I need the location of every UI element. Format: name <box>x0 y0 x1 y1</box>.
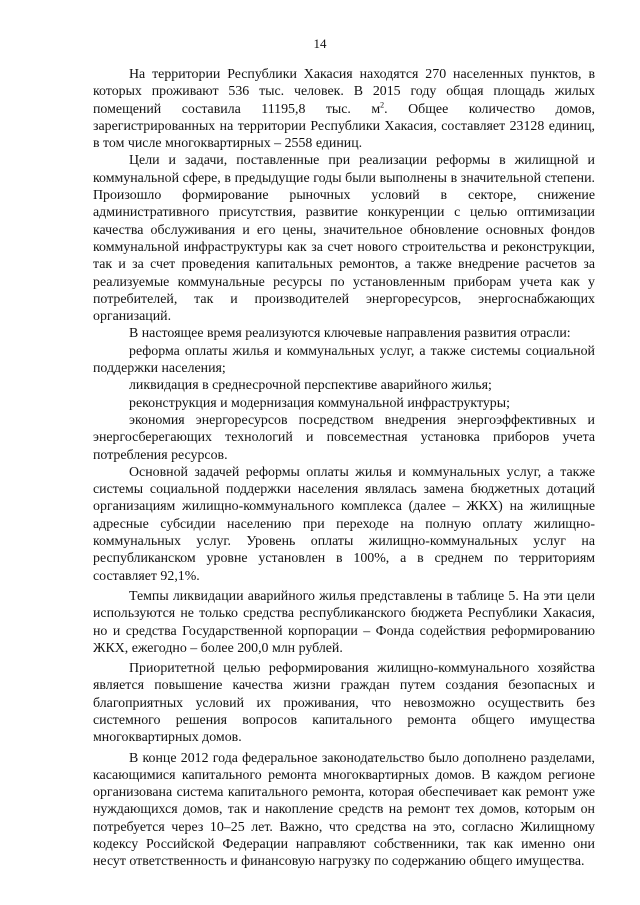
paragraph-capital-repair: В конце 2012 года федеральное законодательство было дополнено разделами, касающимися капитального ремонта многоквартирных домов. В каждом регионе организована система капитального ремонта, которая обеспечивает как ремонт уже нуждающихся домов, так и накопление средств на ремонт тех домов, которым он потребуется через 10–25 лет. Важно, что средства на это, согласно Жилищному кодексу Российской Федерации направляют собственники, так как именно они несут ответственность и финансовую нагрузку по содержанию общего имущества. <box>93 750 595 870</box>
paragraph-payment-reform-task: Основной задачей реформы оплаты жилья и коммунальных услуг, а также системы социальной поддержки населения являлась замена бюджетных дотаций организациям жилищно-коммунального комплекса (далее – ЖКХ) на жилищные адресные субсидии населению при переходе на полную оплату жилищно-коммунальных услуг. Уровень оплаты жилищно-коммунальных услуг на республиканском уровне установлен в 100%, а в среднем по территориям составляет 92,1%. <box>93 464 595 584</box>
paragraph-housing-stats: На территории Республики Хакасия находятся 270 населенных пунктов, в которых проживают 536 тыс. человек. В 2015 году общая площадь жилых помещений составила 11195,8 тыс. $м^2$. Общее количество домов, зарегистрированных на территории Республики Хакасия, составляет 23128 единиц, в том числе многоквартирных – 2558 единиц. <box>93 67 596 152</box>
list-item-infrastructure-modernization: реконструкция и модернизация коммунальной инфраструктуры; <box>129 395 510 411</box>
paragraph-emergency-housing-pace: Темпы ликвидации аварийного жилья представлены в таблице 5. На эти цели используются не только средства республиканского бюджета Республики Хакасия, но и средства Государственной корпорации – Фонда содействия реформированию ЖКХ, ежегодно – более 200,0 млн рублей. <box>93 588 595 656</box>
paragraph-priority-goal: Приоритетной целью реформирования жилищно-коммунального хозяйства является повышение качества жизни граждан путем создания безопасных и благоприятных условий их проживания, что невозможно осуществить без системного решения вопросов капитального ремонта общего имущества многоквартирных домов. <box>93 661 595 746</box>
paragraph-reform-goals: Цели и задачи, поставленные при реализации реформы в жилищной и коммунальной сфере, в предыдущие годы были выполнены в значительной степени. Произошло формирование рыночных условий в секторе, снижение административного присутствия, развитие конкуренции с целью оптимизации качества обслуживания и его цены, значительное обновление основных фондов коммунальной инфраструктуры как за счет нового строительства и реконструкции, так и за счет проведения капитальных ремонтов, а также внедрение расчетов за реализуемые коммунальные ресурсы по установленным приборам учета как у потребителей, так и производителей энергоресурсов, энергоснабжающих организаций. <box>93 153 595 325</box>
page-number: 14 <box>313 36 327 51</box>
list-item-payment-reform: реформа оплаты жилья и коммунальных услуг, а также системы социальной поддержки населения; <box>93 343 595 377</box>
superscript-square-meters: 2 <box>380 99 385 109</box>
list-item-energy-saving: экономия энергоресурсов посредством внедрения энергоэффективных и энергосберегающих технологий и повсеместная установка приборов учета потребления ресурсов. <box>93 412 595 463</box>
list-item-emergency-housing: ликвидация в среднесрочной перспективе аварийного жилья; <box>129 378 492 394</box>
document-body <box>93 66 595 871</box>
paragraph-key-directions-intro: В настоящее время реализуются ключевые направления развития отрасли: <box>129 326 571 342</box>
